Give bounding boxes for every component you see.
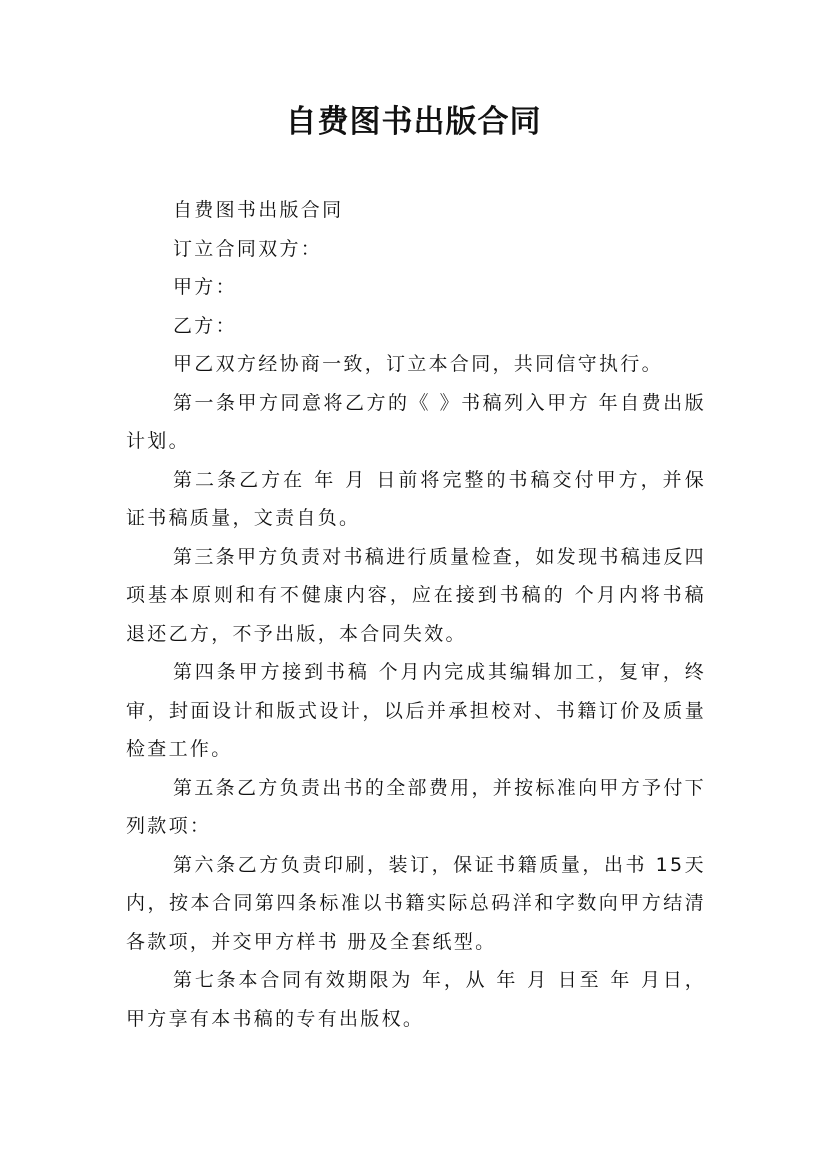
- paragraph-article-4: 第四条甲方接到书稿 个月内完成其编辑加工，复审，终审，封面设计和版式设计，以后并承担校对、书籍订价及质量检查工作。: [126, 661, 706, 760]
- paragraph-article-1: 第一条甲方同意将乙方的《 》书稿列入甲方 年自费出版计划。: [126, 391, 706, 452]
- paragraph-heading: 自费图书出版合同: [173, 199, 344, 221]
- paragraph-parties: 订立合同双方：: [173, 237, 323, 260]
- paragraph-agreement: 甲乙双方经协商一致，订立本合同，共同信守执行。: [173, 353, 663, 375]
- paragraph-party-b: 乙方：: [173, 314, 237, 337]
- paragraph-party-a: 甲方：: [173, 276, 237, 298]
- paragraph-article-6: 第六条乙方负责印刷，装订，保证书籍质量，出书 15天内，按本合同第四条标准以书籍实际总码洋和字数向甲方结清各款项，并交甲方样书 册及全套纸型。: [126, 853, 706, 953]
- paragraph-article-5: 第五条乙方负责出书的全部费用，并按标准向甲方予付下列款项：: [126, 776, 706, 837]
- paragraph-article-2: 第二条乙方在 年 月 日前将完整的书稿交付甲方，并保证书稿质量，文责自负。: [126, 468, 706, 529]
- document-title: 自费图书出版合同: [285, 104, 542, 140]
- document-body: [126, 191, 706, 1038]
- paragraph-article-7: 第七条本合同有效期限为 年，从 年 月 日至 年 月日，甲方享有本书稿的专有出版权。: [126, 969, 706, 1030]
- paragraph-article-3: 第三条甲方负责对书稿进行质量检查，如发现书稿违反四项基本原则和有不健康内容，应在接到书稿的 个月内将书稿退还乙方，不予出版，本合同失效。: [126, 545, 706, 645]
